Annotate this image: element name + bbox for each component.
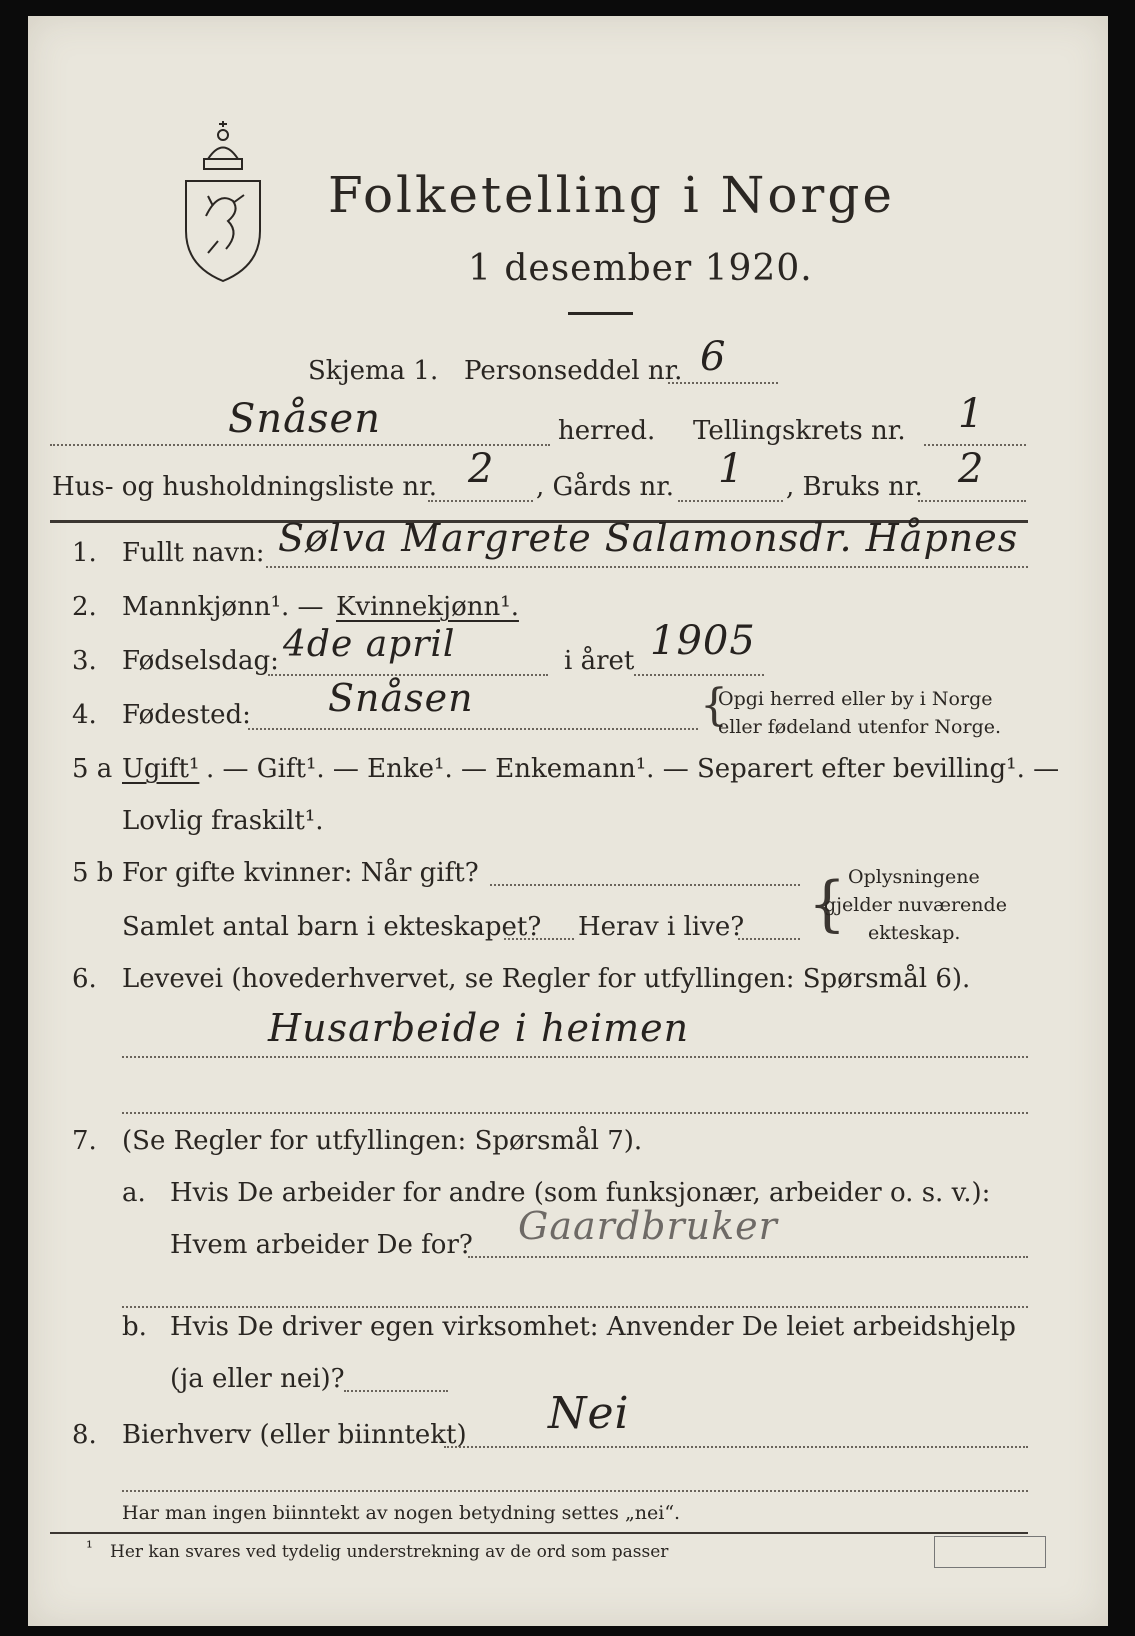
q3-year-line — [634, 674, 764, 676]
title-divider — [568, 312, 633, 315]
q5b-label: For gifte kvinner: Når gift? — [122, 858, 479, 888]
q7b-line — [344, 1390, 448, 1392]
q1-label: Fullt navn: — [122, 538, 265, 568]
side-income-value[interactable]: Nei — [548, 1388, 630, 1439]
bruks-value[interactable]: 2 — [958, 446, 985, 492]
q2-number: 2. — [72, 592, 97, 622]
birthday-value[interactable]: 4de april — [283, 624, 456, 665]
gards-label: , Gårds nr. — [536, 472, 675, 502]
bruks-label: , Bruks nr. — [786, 472, 923, 502]
q5b-brace: { — [808, 869, 847, 939]
hus-value[interactable]: 2 — [468, 446, 495, 492]
occupation-value[interactable]: Husarbeide i heimen — [268, 1006, 690, 1050]
q4-number: 4. — [72, 700, 97, 730]
q5b-note-3: ekteskap. — [868, 922, 961, 944]
hus-label: Hus- og husholdningsliste nr. — [52, 472, 438, 502]
q7-label: (Se Regler for utfyllingen: Spørsmål 7). — [122, 1126, 643, 1156]
q7-number: 7. — [72, 1126, 97, 1156]
form-title: Folketelling i Norge — [328, 166, 895, 224]
q5b-alive-label: Herav i live? — [578, 912, 745, 942]
census-form-sheet — [28, 16, 1108, 1626]
footnote-mark: ¹ — [86, 1538, 93, 1558]
q8-note: Har man ingen biinntekt av nogen betydning settes „nei“. — [122, 1502, 681, 1524]
q7b-label: Hvis De driver egen virksomhet: Anvender De leiet arbeidshjelp — [170, 1312, 1016, 1342]
q8-number: 8. — [72, 1420, 97, 1450]
q8-line — [444, 1446, 1028, 1448]
q4-brace: { — [700, 680, 728, 731]
q3-number: 3. — [72, 646, 97, 676]
personseddel-value[interactable]: 6 — [700, 334, 727, 380]
q2-male-label: Mannkjønn¹. — — [122, 592, 324, 622]
q1-line — [266, 566, 1028, 568]
q5a-ugift-underlined[interactable]: Ugift¹ — [122, 754, 200, 784]
q5b-number: 5 b — [72, 858, 114, 888]
q5a-options: . — Gift¹. — Enke¹. — Enkemann¹. — Separert efter bevilling¹. — — [206, 754, 1060, 784]
coat-of-arms-icon — [178, 121, 268, 286]
skjema-label: Skjema 1. — [308, 356, 439, 386]
q4-note-1: Opgi herred eller by i Norge — [718, 688, 993, 710]
q8-label: Bierhverv (eller biinntekt) — [122, 1420, 467, 1450]
q5b-children-label: Samlet antal barn i ekteskapet? — [122, 912, 542, 942]
bruks-line — [918, 500, 1026, 502]
q6-label: Levevei (hovederhvervet, se Regler for utfyllingen: Spørsmål 6). — [122, 964, 971, 994]
personseddel-line — [668, 382, 778, 384]
footer-divider — [50, 1532, 1028, 1534]
q5a-line2: Lovlig fraskilt¹. — [122, 806, 324, 836]
q7a-line-2 — [122, 1306, 1028, 1308]
tellingskrets-value[interactable]: 1 — [958, 391, 985, 437]
birthplace-value[interactable]: Snåsen — [328, 676, 474, 720]
q2-female-label-underlined[interactable]: Kvinnekjønn¹. — [336, 592, 519, 622]
census-date: 1 desember 1920. — [468, 248, 813, 289]
q5b-alive-line — [738, 938, 800, 940]
q5b-children-line — [504, 938, 574, 940]
printer-stamp — [934, 1536, 1046, 1568]
q4-label: Fødested: — [122, 700, 251, 730]
hus-line — [428, 500, 533, 502]
q3-label: Fødselsdag: — [122, 646, 279, 676]
tellingskrets-label: Tellingskrets nr. — [693, 416, 906, 446]
personseddel-label: Personseddel nr. — [464, 356, 683, 386]
q6-number: 6. — [72, 964, 97, 994]
q7a-label: Hvis De arbeider for andre (som funksjonær, arbeider o. s. v.): — [170, 1178, 991, 1208]
q5b-note-2: gjelder nuværende — [824, 894, 1007, 916]
q4-note-2: eller fødeland utenfor Norge. — [718, 716, 1002, 738]
full-name-value[interactable]: Sølva Margrete Salamonsdr. Håpnes — [278, 516, 1019, 560]
q5b-married-line — [490, 884, 800, 886]
q7a-sub-label: Hvem arbeider De for? — [170, 1230, 473, 1260]
gards-value[interactable]: 1 — [718, 446, 745, 492]
q8-line-2 — [122, 1490, 1028, 1492]
q6-line-1 — [122, 1056, 1028, 1058]
herred-label: herred. — [558, 416, 656, 446]
q7a-line — [468, 1256, 1028, 1258]
q6-line-2 — [122, 1112, 1028, 1114]
herred-value[interactable]: Snåsen — [228, 396, 381, 442]
q4-line — [248, 728, 698, 730]
gards-line — [678, 500, 783, 502]
q1-number: 1. — [72, 538, 97, 568]
q3-year-label: i året — [564, 646, 635, 676]
q7a-letter: a. — [122, 1178, 146, 1208]
q7b-letter: b. — [122, 1312, 147, 1342]
footnote-text: Her kan svares ved tydelig understrekning av de ord som passer — [110, 1542, 669, 1562]
employer-value[interactable]: Gaardbruker — [518, 1204, 778, 1248]
q5b-note-1: Oplysningene — [848, 866, 980, 888]
q7b-sub-label: (ja eller nei)? — [170, 1364, 345, 1394]
q5a-number: 5 a — [72, 754, 113, 784]
birth-year-value[interactable]: 1905 — [650, 618, 756, 664]
